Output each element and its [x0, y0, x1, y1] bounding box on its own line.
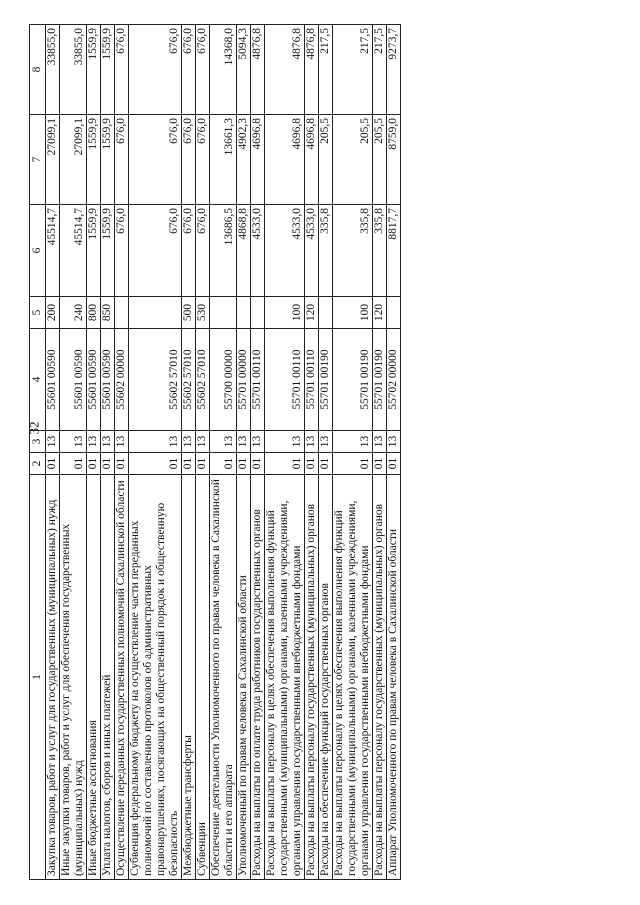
table-row [251, 25, 265, 880]
row-label: Субвенция федеральному бюджету на осуществление части переданных полномочий по составлению протоколов об административных правонарушениях, посягающих на общественный порядок и общественную безопасность [129, 475, 182, 880]
cell-c2: 01 [305, 453, 319, 475]
cell-c2: 01 [251, 453, 265, 475]
cell-c5: 200 [46, 297, 60, 329]
cell-c3: 13 [101, 431, 115, 453]
header-col-6: 6 [30, 205, 46, 297]
cell-c6: 4868,8 [237, 205, 251, 297]
cell-c3: 13 [373, 431, 387, 453]
cell-c2: 01 [196, 453, 210, 475]
cell-c5 [129, 297, 182, 329]
table-row [182, 25, 196, 880]
cell-c7: 27099,1 [46, 115, 60, 205]
cell-c3: 13 [196, 431, 210, 453]
cell-c4: 55701 00190 [333, 329, 373, 431]
cell-c7: 676,0 [129, 115, 182, 205]
header-row [30, 25, 46, 880]
cell-c2: 01 [387, 453, 401, 475]
cell-c8: 14368,0 [210, 25, 237, 115]
table-body [46, 25, 401, 880]
header-col-8: 8 [30, 25, 46, 115]
table-row [46, 25, 60, 880]
cell-c6: 13686,5 [210, 205, 237, 297]
cell-c5: 850 [101, 297, 115, 329]
cell-c4: 55701 00110 [305, 329, 319, 431]
cell-c4: 55601 00590 [60, 329, 87, 431]
cell-c2: 01 [319, 453, 333, 475]
table-row [196, 25, 210, 880]
cell-c6: 8817,7 [387, 205, 401, 297]
cell-c4: 55702 00000 [387, 329, 401, 431]
table-row [129, 25, 182, 880]
cell-c5: 800 [87, 297, 101, 329]
cell-c3: 13 [237, 431, 251, 453]
cell-c8: 1559,9 [101, 25, 115, 115]
cell-c3: 13 [87, 431, 101, 453]
table-row [60, 25, 87, 880]
cell-c8: 676,0 [182, 25, 196, 115]
cell-c2: 01 [60, 453, 87, 475]
table-row [101, 25, 115, 880]
row-label: Закупка товаров, работ и услуг для государственных (муниципальных) нужд [46, 475, 60, 880]
cell-c6: 4533,0 [251, 205, 265, 297]
row-label: Уполномоченный по правам человека в Сахалинской области [237, 475, 251, 880]
cell-c4: 55701 00190 [373, 329, 387, 431]
row-label: Расходы на выплаты по оплате труда работников государственных органов [251, 475, 265, 880]
cell-c7: 676,0 [196, 115, 210, 205]
cell-c3: 13 [333, 431, 373, 453]
table-row [265, 25, 305, 880]
cell-c8: 33855,0 [46, 25, 60, 115]
cell-c8: 4876,8 [251, 25, 265, 115]
cell-c2: 01 [46, 453, 60, 475]
cell-c2: 01 [101, 453, 115, 475]
cell-c6: 4533,0 [305, 205, 319, 297]
table-row [387, 25, 401, 880]
cell-c7: 1559,9 [101, 115, 115, 205]
cell-c7: 1559,9 [87, 115, 101, 205]
cell-c2: 01 [333, 453, 373, 475]
cell-c8: 217,5 [319, 25, 333, 115]
cell-c7: 205,5 [333, 115, 373, 205]
table-row [115, 25, 129, 880]
cell-c3: 13 [60, 431, 87, 453]
cell-c6: 676,0 [196, 205, 210, 297]
cell-c2: 01 [87, 453, 101, 475]
page-number: 32 [26, 421, 42, 435]
cell-c2: 01 [373, 453, 387, 475]
row-label: Расходы на выплаты персоналу в целях обеспечения выполнения функций государственными (муниципальными) органами, казенными учреждениями, органами управления государственными внебюджетными фондами [265, 475, 305, 880]
cell-c4: 55601 00590 [101, 329, 115, 431]
cell-c4: 55602 00000 [115, 329, 129, 431]
cell-c5: 240 [60, 297, 87, 329]
cell-c7: 205,5 [319, 115, 333, 205]
cell-c5 [115, 297, 129, 329]
cell-c2: 01 [115, 453, 129, 475]
cell-c8: 4876,8 [305, 25, 319, 115]
cell-c7: 676,0 [182, 115, 196, 205]
budget-table [26, 24, 401, 880]
header-col-4: 4 [30, 329, 46, 431]
cell-c3: 13 [319, 431, 333, 453]
cell-c3: 13 [387, 431, 401, 453]
cell-c4: 55602 57010 [182, 329, 196, 431]
header-col-5: 5 [30, 297, 46, 329]
cell-c2: 01 [210, 453, 237, 475]
cell-c2: 01 [182, 453, 196, 475]
cell-c6: 335,8 [333, 205, 373, 297]
cell-c3: 13 [115, 431, 129, 453]
cell-c8: 676,0 [115, 25, 129, 115]
cell-c5 [237, 297, 251, 329]
header-col-1: 1 [30, 475, 46, 880]
cell-c2: 01 [129, 453, 182, 475]
cell-c7: 8759,0 [387, 115, 401, 205]
rotated-page [26, 25, 616, 880]
row-label: Расходы на выплаты персоналу государственных (муниципальных) органов [305, 475, 319, 880]
row-label: Расходы на обеспечение функций государственных органов [319, 475, 333, 880]
cell-c5 [210, 297, 237, 329]
cell-c7: 4696,8 [251, 115, 265, 205]
cell-c4: 55601 00590 [87, 329, 101, 431]
cell-c5 [387, 297, 401, 329]
cell-c4: 55602 57010 [196, 329, 210, 431]
cell-c3: 13 [305, 431, 319, 453]
header-col-3: 3 [30, 431, 46, 453]
cell-c5: 100 [333, 297, 373, 329]
cell-c6: 335,8 [373, 205, 387, 297]
table-row [237, 25, 251, 880]
cell-c3: 13 [251, 431, 265, 453]
cell-c6: 45514,7 [46, 205, 60, 297]
cell-c8: 217,5 [373, 25, 387, 115]
cell-c8: 676,0 [196, 25, 210, 115]
row-label: Расходы на выплаты персоналу в целях обеспечения выполнения функций государственными (муниципальными) органами, казенными учреждениями, органами управления государственными внебюджетными фондами [333, 475, 373, 880]
cell-c5: 120 [305, 297, 319, 329]
cell-c7: 205,5 [373, 115, 387, 205]
cell-c4: 55602 57010 [129, 329, 182, 431]
cell-c8: 676,0 [129, 25, 182, 115]
cell-c7: 4696,8 [305, 115, 319, 205]
cell-c8: 217,5 [333, 25, 373, 115]
row-label: Уплата налогов, сборов и иных платежей [101, 475, 115, 880]
table-row [305, 25, 319, 880]
cell-c2: 01 [237, 453, 251, 475]
row-label: Субвенции [196, 475, 210, 880]
cell-c5: 530 [196, 297, 210, 329]
cell-c8: 33855,0 [60, 25, 87, 115]
cell-c7: 676,0 [115, 115, 129, 205]
cell-c7: 13661,3 [210, 115, 237, 205]
cell-c6: 676,0 [182, 205, 196, 297]
row-label: Осуществление переданных государственных полномочий Сахалинской области [115, 475, 129, 880]
cell-c6: 4533,0 [265, 205, 305, 297]
cell-c6: 1559,9 [101, 205, 115, 297]
cell-c6: 676,0 [129, 205, 182, 297]
row-label: Аппарат Уполномоченного по правам человека в Сахалинской области [387, 475, 401, 880]
row-label: Расходы на выплаты персоналу государственных (муниципальных) органов [373, 475, 387, 880]
cell-c5 [251, 297, 265, 329]
cell-c8: 9273,7 [387, 25, 401, 115]
table-row [210, 25, 237, 880]
cell-c5 [319, 297, 333, 329]
cell-c6: 676,0 [115, 205, 129, 297]
cell-c5: 100 [265, 297, 305, 329]
cell-c3: 13 [182, 431, 196, 453]
cell-c4: 55601 00590 [46, 329, 60, 431]
cell-c4: 55700 00000 [210, 329, 237, 431]
cell-c4: 55701 00110 [251, 329, 265, 431]
cell-c4: 55701 00110 [265, 329, 305, 431]
header-col-2: 2 [30, 453, 46, 475]
header-col-7: 7 [30, 115, 46, 205]
table-row [319, 25, 333, 880]
cell-c3: 13 [210, 431, 237, 453]
cell-c3: 13 [46, 431, 60, 453]
cell-c7: 27099,1 [60, 115, 87, 205]
row-label: Иные бюджетные ассигнования [87, 475, 101, 880]
cell-c8: 1559,9 [87, 25, 101, 115]
row-label: Обеспечение деятельности Уполномоченного по правам человека в Сахалинской области и его аппарата [210, 475, 237, 880]
cell-c3: 13 [129, 431, 182, 453]
cell-c5: 500 [182, 297, 196, 329]
cell-c6: 335,8 [319, 205, 333, 297]
row-label: Межбюджетные трансферты [182, 475, 196, 880]
cell-c5: 120 [373, 297, 387, 329]
cell-c6: 45514,7 [60, 205, 87, 297]
row-label: Иные закупки товаров, работ и услуг для обеспечения государственных (муниципальных) нужд [60, 475, 87, 880]
cell-c8: 4876,8 [265, 25, 305, 115]
cell-c4: 55701 00190 [319, 329, 333, 431]
cell-c3: 13 [265, 431, 305, 453]
cell-c7: 4696,8 [265, 115, 305, 205]
table-row [87, 25, 101, 880]
cell-c7: 4902,3 [237, 115, 251, 205]
cell-c8: 5094,3 [237, 25, 251, 115]
table-row [373, 25, 387, 880]
table-row [333, 25, 373, 880]
cell-c2: 01 [265, 453, 305, 475]
cell-c4: 55701 00000 [237, 329, 251, 431]
cell-c6: 1559,9 [87, 205, 101, 297]
